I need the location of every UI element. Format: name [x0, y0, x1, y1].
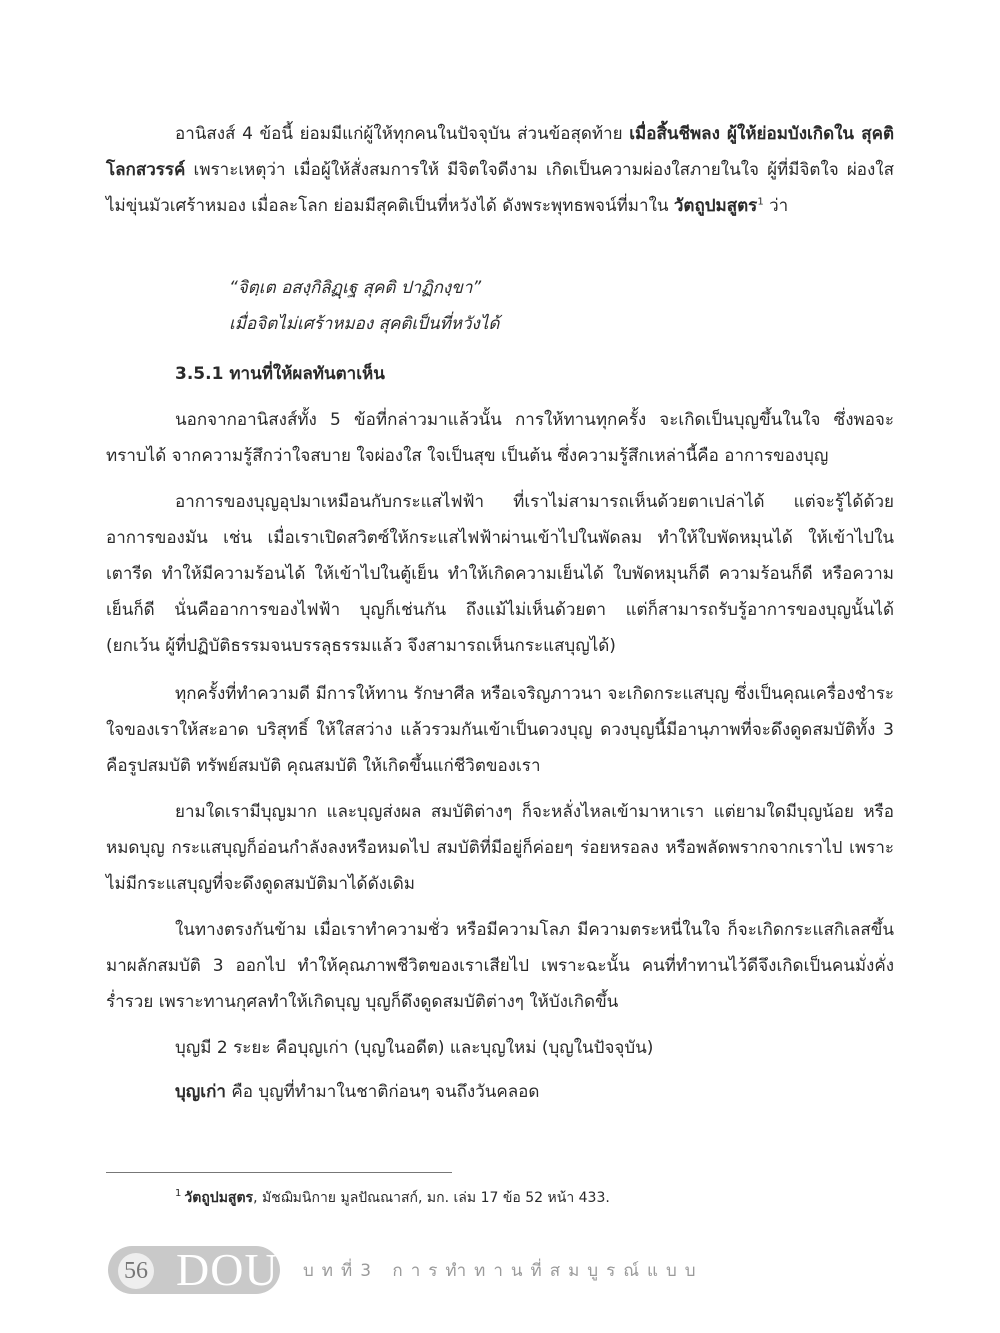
pali-quote: “จิตฺเต อสงฺกิลิฏฺเฐ สุคติ ปาฏิกงฺขา”: [229, 278, 482, 298]
paragraph-text: ว่า: [763, 196, 789, 216]
page-number: 56: [118, 1253, 154, 1289]
paragraph-merit-stream: ทุกครั้งที่ทำความดี มีการให้ทาน รักษาศีล หรือเจริญภาวนา จะเกิดกระแสบุญ ซึ่งเป็นคุณเครื่องชำระใจของเราให้สะอาด บริสุทธิ์ ให้ใสสว่าง แล้วรวมกันเข้าเป็นดวงบุญ ดวงบุญนี้มีอานุภาพที่จะดึงดูดสมบัติทั้ง 3 คือรูปสมบัติ ทรัพย์สมบัติ คุณสมบัติ ให้เกิดขึ้นแก่ชีวิตของเรา: [106, 684, 894, 776]
sutta-name: วัตถูปมสูตร: [673, 196, 758, 216]
footnote-text: , มัชฌิมนิกาย มูลปัณณาสก์, มก. เล่ม 17 ข้อ 52 หน้า 433.: [253, 1190, 610, 1206]
paragraph-text: อานิสงส์ 4 ข้อนี้ ย่อมมีแก่ผู้ให้ทุกคนในปัจจุบัน ส่วนข้อสุดท้าย: [175, 124, 630, 144]
paragraph-text: เพราะเหตุว่า เมื่อผู้ให้สั่งสมการให้ มีจิตใจดีงาม เกิดเป็นความผ่องใสภายในใจ ผู้ที่มีจิตใจ ผ่องใส ไม่ขุ่นมัวเศร้าหมอง เมื่อละโลก ย่อมมีสุคติเป็นที่หวังได้ ดังพระพุทธพจน์ที่มาใน: [106, 160, 894, 216]
paragraph-anisong: [106, 116, 894, 224]
paragraph-merit-abundance: ยามใดเรามีบุญมาก และบุญส่งผล สมบัติต่างๆ ก็จะหลั่งไหลเข้ามาหาเรา แต่ยามใดมีบุญน้อย หรือหมดบุญ กระแสบุญก็อ่อนกำลังลงหรือหมดไป สมบัติที่มีอยู่ก็ค่อยๆ ร่อยหรอลง หรือพลัดพรากจากเราไป เพราะไม่มีกระแสบุญที่จะดึงดูดสมบัติมาได้ดังเดิม: [106, 802, 894, 894]
quote-translation: เมื่อจิตไม่เศร้าหมอง สุคติเป็นที่หวังได้: [229, 314, 500, 334]
paragraph-two-stages: บุญมี 2 ระยะ คือบุญเก่า (บุญในอดีต) และบุญใหม่ (บุญในปัจจุบัน): [175, 1038, 654, 1058]
footnote-reference[interactable]: 1: [757, 196, 764, 208]
paragraph-defilement: ในทางตรงกันข้าม เมื่อเราทำความชั่ว หรือมีความโลภ มีความตระหนี่ในใจ ก็จะเกิดกระแสกิเลสขึ้นมาผลักสมบัติ 3 ออกไป ทำให้คุณภาพชีวิตของเราเสียไป เพราะฉะนั้น คนที่ทำทานไว้ดีจึงเกิดเป็นคนมั่งคั่งร่ำรวย เพราะทานกุศลทำให้เกิดบุญ บุญก็ดึงดูดสมบัติต่างๆ ให้บังเกิดขึ้น: [106, 920, 894, 1012]
section-heading: 3.5.1 ทานที่ให้ผลทันตาเห็น: [175, 364, 385, 384]
paragraph-text: คือ บุญที่ทำมาในชาติก่อนๆ จนถึงวันคลอด: [225, 1082, 540, 1102]
bold-phrase: เมื่อสิ้นชีพลง ผู้ให้ย่อมบังเกิดใน สุคติโลกสวรรค์: [106, 124, 894, 180]
paragraph-old-merit: [106, 1074, 894, 1110]
paragraph-electricity-analogy: อาการของบุญอุปมาเหมือนกับกระแสไฟฟ้า ที่เราไม่สามารถเห็นด้วยตาเปล่าได้ แต่จะรู้ได้ด้วยอาการของมัน เช่น เมื่อเราเปิดสวิตซ์ให้กระแสไฟฟ้าผ่านเข้าไปในพัดลม ทำให้ใบพัดหมุนได้ ให้เข้าไปในเตารีด ทำให้มีความร้อนได้ ให้เข้าไปในตู้เย็น ทำให้เกิดความเย็นได้ ใบพัดหมุนก็ดี ความร้อนก็ดี หรือความเย็นก็ดี นั่นคืออาการของไฟฟ้า บุญก็เช่นกัน ถึงแม้ไม่เห็นด้วยตา แต่ก็สามารถรับรู้อาการของบุญนั้นได้ (ยกเว้น ผู้ที่ปฏิบัติธรรมจนบรรลุธรรมแล้ว จึงสามารถเห็นกระแสบุญได้): [106, 492, 894, 656]
footnote-number: 1: [175, 1188, 182, 1200]
term-old-merit: บุญเก่า: [175, 1082, 226, 1102]
footnote: [175, 1186, 610, 1210]
paragraph-merit-feeling: นอกจากอานิสงส์ทั้ง 5 ข้อที่กล่าวมาแล้วนั้น การให้ทานทุกครั้ง จะเกิดเป็นบุญขึ้นในใจ ซึ่งพอจะทราบได้ จากความรู้สึกว่าใจสบาย ใจผ่องใส ใจเป็นสุข เป็นต้น ซึ่งความรู้สึกเหล่านี้คือ อาการของบุญ: [106, 410, 894, 466]
footnote-title: วัตถูปมสูตร: [184, 1190, 254, 1206]
chapter-title: บทที่3 การทำทานที่สมบูรณ์แบบ: [303, 1261, 704, 1281]
dou-logo: DOU: [176, 1244, 279, 1295]
footnote-divider: [106, 1172, 452, 1173]
